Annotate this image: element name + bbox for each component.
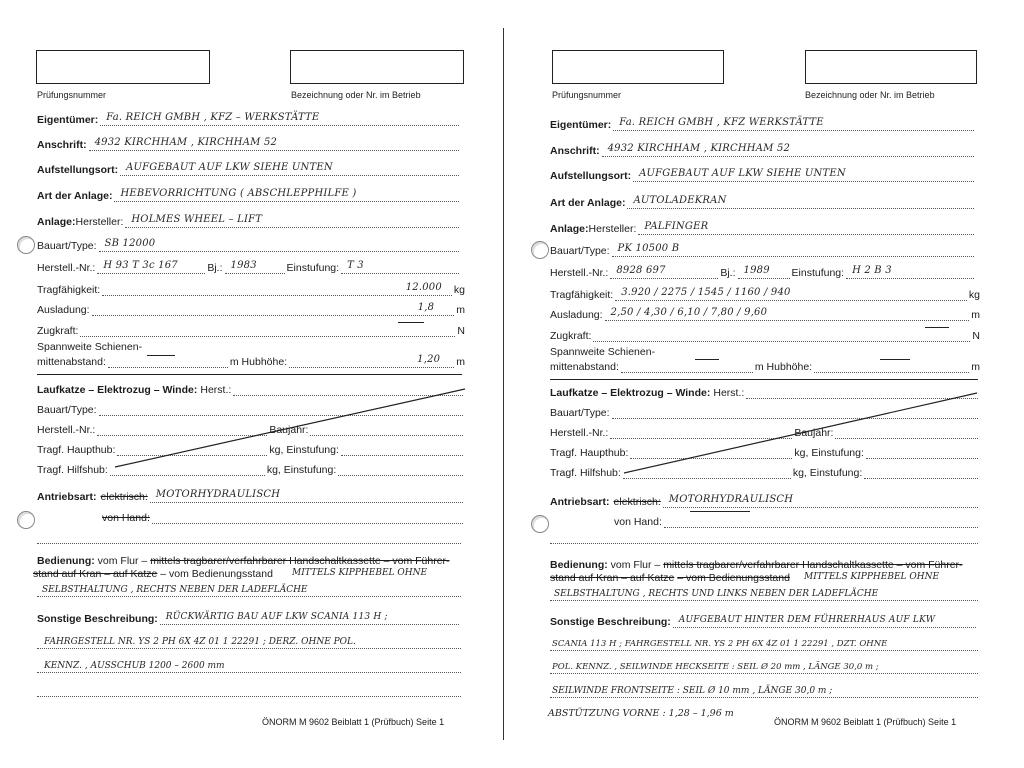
- herstell-nr-label: Herstell.-Nr.:: [550, 267, 609, 279]
- bauart-typ2-label: Bauart/Type:: [550, 407, 610, 419]
- hilfshub-label: Tragf. Hilfshub:: [550, 467, 621, 479]
- art-der-anlage-label: Art der Anlage:: [37, 190, 113, 202]
- antriebsart-field[interactable]: [150, 491, 463, 503]
- anschrift-label: Anschrift:: [550, 145, 600, 157]
- sonstige-field[interactable]: [673, 616, 976, 628]
- aufstellungsort-label: Aufstellungsort:: [37, 164, 119, 176]
- sonstige-value-1: AUFGEBAUT HINTER DEM FÜHRERHAUS AUF LKW: [678, 615, 936, 625]
- anschrift-value: 4932 KIRCHHAM , KIRCHHAM 52: [94, 137, 278, 148]
- blank-line: [550, 543, 978, 544]
- antriebsart-value: MOTORHYDRAULISCH: [155, 489, 281, 500]
- haupthub-einstufung-label: kg, Einstufung:: [794, 447, 864, 459]
- anschrift-label: Anschrift:: [37, 139, 87, 151]
- antriebsart-value: MOTORHYDRAULISCH: [668, 494, 794, 505]
- hersteller-label: Hersteller:: [588, 223, 637, 235]
- aufstellungsort-value: AUFGEBAUT AUF LKW SIEHE UNTEN: [639, 168, 846, 179]
- sonstige-line-3[interactable]: [550, 673, 978, 674]
- ausladung-value: 1,8: [417, 302, 435, 313]
- tragfaehigkeit-value: 3.920 / 2275 / 1545 / 1160 / 940: [621, 287, 791, 298]
- von-hand-label: von Hand:: [614, 516, 662, 528]
- bj-label: Bj.:: [720, 267, 736, 279]
- art-der-anlage-value: AUTOLADEKRAN: [633, 195, 727, 206]
- bedienung-struck-1: mittels tragbarer/verfahrbarer Handschaltkassette – vom Führer-: [663, 559, 963, 571]
- bedienung-bedienungsstand: – vom Bedienungsstand: [160, 568, 273, 580]
- bauart-typ-label: Bauart/Type:: [550, 245, 610, 257]
- bedienung-value-1: MITTELS KIPPHEBEL OHNE: [804, 572, 940, 582]
- hubhoehe-value: 1,20: [417, 354, 441, 365]
- bauart-typ-value: SB 12000: [104, 238, 156, 249]
- haupthub-label: Tragf. Haupthub:: [550, 447, 629, 459]
- pruefungsnummer-label: Prüfungsnummer: [37, 90, 107, 100]
- bj-value: 1983: [230, 260, 257, 271]
- pruefungsnummer-label: Prüfungsnummer: [552, 90, 622, 100]
- herst-label: Herst.:: [200, 384, 232, 396]
- bedienung-line-2: [550, 572, 790, 584]
- elektrisch-label: elektrisch:: [100, 491, 148, 503]
- anschrift-value: 4932 KIRCHHAM , KIRCHHAM 52: [607, 143, 791, 154]
- spannweite-label: Spannweite Schienen-: [37, 341, 143, 353]
- von-hand-dash: [690, 511, 750, 512]
- zugkraft-label: Zugkraft:: [37, 325, 79, 337]
- tragfaehigkeit-unit: kg: [968, 289, 980, 301]
- bedienung-struck-2: stand auf Kran – auf Katze: [550, 572, 675, 584]
- hersteller-value: PALFINGER: [644, 221, 709, 232]
- spannweite-label-2: mittenabstand:: [37, 356, 106, 368]
- hersteller-label: Hersteller:: [75, 216, 124, 228]
- einstufung-value: T 3: [347, 260, 364, 271]
- tragfaehigkeit-unit: kg: [453, 284, 465, 296]
- herstell-nr2-label: Herstell.-Nr.:: [550, 427, 609, 439]
- sonstige-value-4: SEILWINDE FRONTSEITE : SEIL Ø 10 mm , LÄNGE 30,0 m ;: [552, 686, 833, 696]
- zugkraft-unit: N: [972, 330, 980, 342]
- laufkatze-label: Laufkatze – Elektrozug – Winde:: [37, 384, 198, 396]
- bedienung-line-1: [37, 555, 467, 567]
- bauart-typ-label: Bauart/Type:: [37, 240, 97, 252]
- punch-hole-top: [17, 236, 35, 254]
- einstufung-label: Einstufung:: [791, 267, 845, 279]
- bedienung-line-3[interactable]: [550, 600, 978, 601]
- aufstellungsort-label: Aufstellungsort:: [550, 170, 632, 182]
- herstell-nr-value: 8928 697: [616, 265, 666, 276]
- art-der-anlage-label: Art der Anlage:: [550, 197, 626, 209]
- bedienung-struck-1: mittels tragbarer/verfahrbarer Handschaltkassette – vom Führer-: [150, 555, 450, 567]
- page-footer: ÖNORM M 9602 Beiblatt 1 (Prüfbuch) Seite 1: [262, 717, 445, 727]
- bj-value: 1989: [743, 265, 770, 276]
- eigentuemer-label: Eigentümer:: [550, 119, 612, 131]
- sonstige-value-1: RÜCKWÄRTIG BAU AUF LKW SCANIA 113 H ;: [165, 612, 388, 622]
- eigentuemer-value: Fa. REICH GMBH , KFZ – WERKSTÄTTE: [106, 112, 320, 123]
- anlage-label: Anlage:: [550, 223, 589, 235]
- zugkraft-unit: N: [457, 325, 465, 337]
- laufkatze-cancel-stroke: [512, 0, 1024, 768]
- von-hand-label: von Hand:: [102, 512, 150, 524]
- baujahr-label: Baujahr:: [794, 427, 834, 439]
- bedienung-value-2: SELBSTHALTUNG , RECHTS UND LINKS NEBEN DER LADEFLÄCHE: [554, 589, 879, 599]
- sonstige-value-3: KENNZ. , AUSSCHUB 1200 – 2600 mm: [44, 661, 225, 671]
- tragfaehigkeit-label: Tragfähigkeit:: [550, 289, 614, 301]
- von-hand-row: [102, 508, 465, 524]
- antriebsart-row: [37, 487, 465, 503]
- sonstige-value-2: SCANIA 113 H ; FAHRGESTELL NR. YS 2 PH 6X 4Z 01 1 22291 , DZT. OHNE: [552, 639, 888, 649]
- anlage-label: Anlage:: [37, 216, 76, 228]
- page-footer: ÖNORM M 9602 Beiblatt 1 (Prüfbuch) Seite 1: [774, 717, 957, 727]
- von-hand-row: [614, 512, 980, 528]
- sonstige-line-2[interactable]: [37, 648, 461, 649]
- antriebsart-field[interactable]: [663, 496, 978, 508]
- herstell-nr-value: H 93 T 3c 167: [103, 260, 178, 271]
- sonstige-line-4[interactable]: [37, 696, 461, 697]
- bedienung-bedienungsstand: – vom Bedienungsstand: [677, 572, 790, 584]
- spannweite-label: Spannweite Schienen-: [550, 346, 656, 358]
- bezeichnung-label: Bezeichnung oder Nr. im Betrieb: [291, 90, 421, 100]
- bj-label: Bj.:: [207, 262, 223, 274]
- sonstige-value-5: ABSTÜTZUNG VORNE : 1,28 – 1,96 m: [548, 708, 734, 719]
- sonstige-line-3[interactable]: [37, 672, 461, 673]
- ausladung-value: 2,50 / 4,30 / 6,10 / 7,80 / 9,60: [610, 307, 768, 318]
- eigentuemer-label: Eigentümer:: [37, 114, 99, 126]
- bedienung-struck-2: stand auf Kran – auf Katze: [33, 568, 158, 580]
- sonstige-line-4[interactable]: [550, 697, 978, 698]
- haupthub-einstufung-label: kg, Einstufung:: [269, 444, 339, 456]
- hubhoehe-unit: m: [971, 361, 980, 373]
- einstufung-label: Einstufung:: [286, 262, 340, 274]
- aufstellungsort-value: AUFGEBAUT AUF LKW SIEHE UNTEN: [126, 162, 333, 173]
- antriebsart-label: Antriebsart:: [550, 496, 610, 508]
- bedienung-line-1: [550, 559, 982, 571]
- herstell-nr-label: Herstell.-Nr.:: [37, 262, 96, 274]
- bedienung-value-2: SELBSTHALTUNG , RECHTS NEBEN DER LADEFLÄCHE: [42, 585, 308, 595]
- spannweite-label-2: mittenabstand:: [550, 361, 619, 373]
- eigentuemer-value: Fa. REICH GMBH , KFZ WERKSTÄTTE: [619, 117, 824, 128]
- haupthub-label: Tragf. Haupthub:: [37, 444, 116, 456]
- bedienung-value-1: MITTELS KIPPHEBEL OHNE: [292, 568, 428, 578]
- ausladung-unit: m: [456, 304, 465, 316]
- ausladung-label: Ausladung:: [37, 304, 90, 316]
- sonstige-value-3: POL. KENNZ. , SEILWINDE HECKSEITE : SEIL Ø 20 mm , LÄNGE 30,0 m ;: [552, 662, 879, 672]
- blank-line: [37, 543, 461, 544]
- hersteller-value: HOLMES WHEEL – LIFT: [131, 214, 263, 225]
- von-hand-field[interactable]: [152, 512, 463, 524]
- punch-hole-bottom: [17, 511, 35, 529]
- bezeichnung-label: Bezeichnung oder Nr. im Betrieb: [805, 90, 935, 100]
- bauart-typ2-label: Bauart/Type:: [37, 404, 97, 416]
- hubhoehe-label: m Hubhöhe:: [229, 356, 288, 368]
- punch-hole-bottom: [531, 515, 549, 533]
- einstufung-value: H 2 B 3: [852, 265, 892, 276]
- sonstige-line-2[interactable]: [550, 650, 978, 651]
- punch-hole-top: [531, 241, 549, 259]
- antriebsart-row: [550, 492, 980, 508]
- herstell-nr2-label: Herstell.-Nr.:: [37, 424, 96, 436]
- sonstige-row: [37, 609, 461, 625]
- tragfaehigkeit-label: Tragfähigkeit:: [37, 284, 101, 296]
- laufkatze-label: Laufkatze – Elektrozug – Winde:: [550, 387, 711, 399]
- zugkraft-label: Zugkraft:: [550, 330, 592, 342]
- art-der-anlage-value: HEBEVORRICHTUNG ( ABSCHLEPPHILFE ): [120, 188, 357, 199]
- elektrisch-label: elektrisch:: [613, 496, 661, 508]
- sonstige-row: [550, 612, 978, 628]
- herst-label: Herst.:: [713, 387, 745, 399]
- bauart-typ-value: PK 10500 B: [617, 243, 680, 254]
- sonstige-value-2: FAHRGESTELL NR. YS 2 PH 6X 4Z 01 1 22291 ; DERZ. OHNE POL.: [44, 637, 356, 647]
- bedienung-line-2: [33, 568, 273, 580]
- tragfaehigkeit-value: 12.000: [405, 282, 442, 293]
- hubhoehe-label: m Hubhöhe:: [754, 361, 813, 373]
- form-page-right: [512, 0, 1024, 768]
- ausladung-label: Ausladung:: [550, 309, 603, 321]
- bedienung-label: Bedienung:: [37, 555, 95, 567]
- hilfshub-einstufung-label: kg, Einstufung:: [266, 464, 337, 476]
- bedienung-label: Bedienung:: [550, 559, 608, 571]
- bedienung-vom-flur: vom Flur –: [610, 559, 661, 571]
- bedienung-vom-flur: vom Flur –: [97, 555, 148, 567]
- sonstige-label: Sonstige Beschreibung:: [550, 616, 671, 628]
- hubhoehe-unit: m: [456, 356, 465, 368]
- hilfshub-einstufung-label: kg, Einstufung:: [792, 467, 863, 479]
- bedienung-line-3[interactable]: [37, 596, 461, 597]
- von-hand-field[interactable]: [664, 516, 978, 528]
- antriebsart-label: Antriebsart:: [37, 491, 97, 503]
- ausladung-unit: m: [971, 309, 980, 321]
- hilfshub-label: Tragf. Hilfshub:: [37, 464, 108, 476]
- sonstige-field[interactable]: [160, 613, 459, 625]
- baujahr-label: Baujahr:: [269, 424, 309, 436]
- sonstige-label: Sonstige Beschreibung:: [37, 613, 158, 625]
